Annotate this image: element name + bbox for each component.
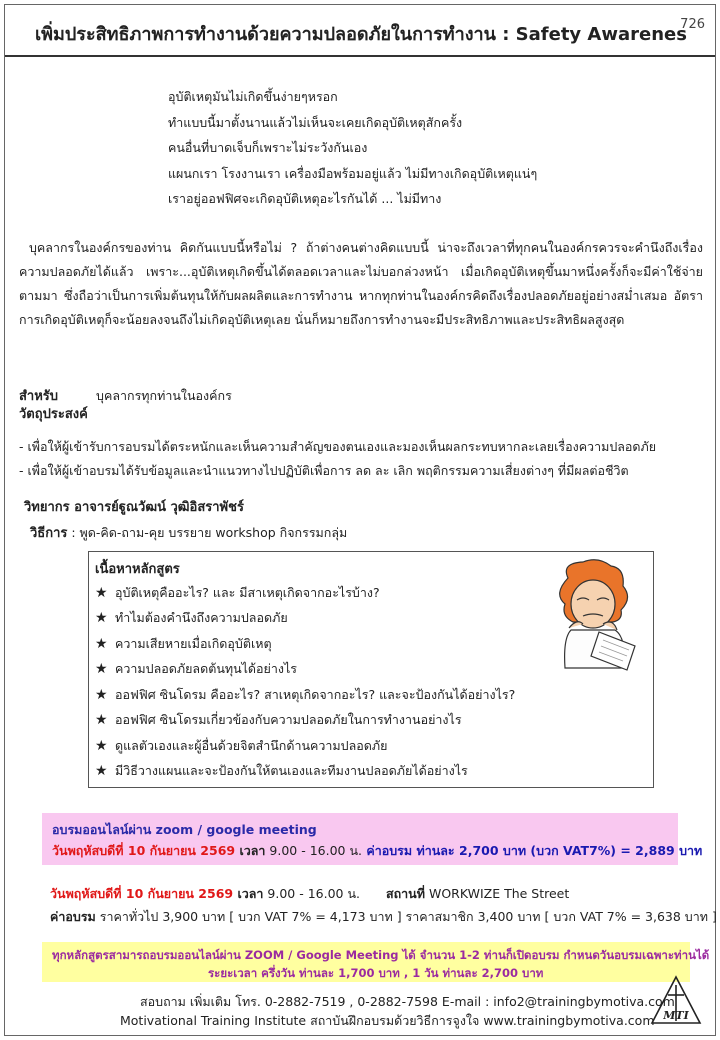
onsite-fee xyxy=(50,907,717,927)
online-schedule xyxy=(52,841,702,861)
online-fee: ค่าอบรม ท่านละ 2,700 บาท (บวก VAT7%) = 2,889 บาท xyxy=(361,843,703,858)
star-icon: ★ xyxy=(95,661,108,678)
online-date: วันพฤหัสบดีที่ 10 กันยายน 2569 xyxy=(52,843,236,858)
online-time: 9.00 - 16.00 น. xyxy=(265,843,362,858)
intro-line: ทำแบบนี้มาตั้งนานแล้วไม่เห็นจะเคยเกิดอุบัติเหตุสักครั้ง xyxy=(168,114,463,130)
objective-item: - เพื่อให้ผู้เข้ารับการอบรมได้ตระหนักและเห็นความสำคัญของตนเองและมองเห็นผลกระทบหากละเลยเรื่องความปลอดภัย xyxy=(19,439,657,454)
list-item: ★ ออฟฟิศ ซินโดรมเกี่ยวข้องกับความปลอดภัยในการทำงานอย่างไร xyxy=(95,712,462,729)
list-item: ★ ทำไมต้องคำนึงถึงความปลอดภัย xyxy=(95,610,288,627)
list-item: ★ มีวิธีวางแผนและจะป้องกันให้ตนเองและทีมงานปลอดภัยได้อย่างไร xyxy=(95,763,468,780)
intro-line: อุบัติเหตุมันไม่เกิดขึ้นง่ายๆหรอก xyxy=(168,89,338,104)
worried-person-illustration xyxy=(543,558,643,672)
course-content-box xyxy=(88,551,654,788)
onsite-date: วันพฤหัสบดีที่ 10 กันยายน 2569 xyxy=(50,886,234,901)
logo-text: MTI xyxy=(663,1009,689,1022)
method-row xyxy=(30,522,347,543)
method-value: : พูด-คิด-ถาม-คุย บรรยาย workshop กิจกรรมกลุ่ม xyxy=(67,525,348,540)
header xyxy=(5,5,715,57)
star-icon: ★ xyxy=(95,635,108,652)
mti-logo xyxy=(650,975,702,1027)
fee-label: ค่าอบรม xyxy=(50,909,96,924)
star-icon: ★ xyxy=(95,584,108,601)
intro-paragraph: บุคลากรในองค์กรของท่าน คิดกันแบบนี้หรือไม่ ? ถ้าต่างคนต่างคิดแบบนี้ น่าจะถึงเวลาที่ทุกคนในองค์กรควรจะคำนึงถึงเรื่องความปลอดภัยได้แล้ว เพราะ...อุบัติเหตุเกิดขึ้นได้ตลอดเวลาและไม่บอกล่วงหน้า เมื่อเกิดอุบัติเหตุขึ้นมาหนึ่งครั้งก็จะมีค่าใช้จ่ายตามมา ซึ่งถือว่าเป็นการเพิ่มต้นทุนให้กับผลผลิตและการทำงาน หากทุกท่านในองค์กรคิดถึงเรื่องปลอดภัยอยู่อย่างสม่ำเสมอ อัตราการเกิดอุบัติเหตุก็จะน้อยลงจนถึงไม่เกิดอุบัติเหตุเลย นั่นก็หมายถึงการทำงานจะมีประสิทธิภาพและประสิทธิผลสูงสุด xyxy=(19,240,703,327)
star-icon: ★ xyxy=(95,610,108,627)
online-notice-box xyxy=(42,942,710,982)
course-content-list xyxy=(95,580,515,784)
intro-line: คนอื่นที่บาดเจ็บก็เพราะไม่ระวังกันเอง xyxy=(168,140,368,155)
intro-line: แผนกเรา โรงงานเรา เครื่องมือพร้อมอยู่แล้ว ไม่มีทางเกิดอุบัติเหตุแน่ๆ xyxy=(168,165,538,181)
venue-value: WORKWIZE The Street xyxy=(424,886,570,901)
audience-value: บุคลากรทุกท่านในองค์กร xyxy=(96,388,232,403)
online-method: อบรมออนไลน์ผ่าน zoom / google meeting xyxy=(52,822,317,837)
intro-line: เราอยู่ออฟฟิศจะเกิดอุบัติเหตุอะไรกันได้ ... ไม่มีทาง xyxy=(168,191,442,206)
trainer: วิทยากร อาจารย์ฐูณวัฒน์ วุฒิอิสราพัชร์ xyxy=(24,500,244,515)
contact-info: สอบถาม เพิ่มเติม โทร. 0-2882-7519 , 0-2882-7598 E-mail : info2@trainingbymotiva.com xyxy=(140,994,675,1009)
notice-line: ระยะเวลา ครึ่งวัน ท่านละ 1,700 บาท , 1 วัน ท่านละ 2,700 บาท xyxy=(208,966,544,980)
course-content-title: เนื้อหาหลักสูตร xyxy=(95,562,180,577)
list-item: ★ ความเสียหายเมื่อเกิดอุบัติเหตุ xyxy=(95,635,272,652)
online-time-label: เวลา xyxy=(235,843,266,858)
intro-quotes xyxy=(168,84,537,212)
objective-label: วัตถุประสงค์ xyxy=(19,407,88,422)
list-item: ★ ดูแลตัวเองและผู้อื่นด้วยจิตสำนึกด้านความปลอดภัย xyxy=(95,737,388,754)
objective-item: - เพื่อให้ผู้เข้าอบรมได้รับข้อมูลและนำแนวทางไปปฏิบัติเพื่อการ ลด ละ เลิก พฤติกรรมความเสี่ยงต่างๆ ที่มีผลต่อชีวิต xyxy=(19,463,629,478)
method-label: วิธีการ xyxy=(30,526,68,541)
star-icon: ★ xyxy=(95,737,108,754)
page-title: เพิ่มประสิทธิภาพการทำงานด้วยความปลอดภัยในการทำงาน : Safety Awarenes xyxy=(35,24,687,45)
star-icon: ★ xyxy=(95,712,108,729)
page-number: 726 xyxy=(680,17,705,32)
venue-label: สถานที่ xyxy=(385,886,425,901)
institute-info: Motivational Training Institute สถาบันฝึกอบรมด้วยวิธีการจูงใจ www.trainingbymotiva.com xyxy=(120,1013,655,1028)
objective-list xyxy=(19,435,656,483)
star-icon: ★ xyxy=(95,763,108,780)
onsite-schedule xyxy=(50,884,569,904)
fee-value: ราคาทั่วไป 3,900 บาท [ บวก VAT 7% = 4,173 บาท ] ราคาสมาชิก 3,400 บาท [ บวก VAT 7% = 3,638 บาท ] xyxy=(95,909,717,924)
star-icon: ★ xyxy=(95,686,108,703)
list-item: ★ อุบัติเหตุคืออะไร? และ มีสาเหตุเกิดจากอะไรบ้าง? xyxy=(95,584,380,601)
audience-label: สำหรับ xyxy=(19,389,59,404)
list-item: ★ ออฟฟิศ ซินโดรม คืออะไร? สาเหตุเกิดจากอะไร? และจะป้องกันได้อย่างไร? xyxy=(95,686,516,703)
onsite-time: 9.00 - 16.00 น. xyxy=(263,886,360,901)
onsite-time-label: เวลา xyxy=(233,886,264,901)
online-training-box xyxy=(42,813,703,865)
notice-line: ทุกหลักสูตรสามารถอบรมออนไลน์ผ่าน ZOOM / Google Meeting ได้ จำนวน 1-2 ท่านก็เปิดอบรม กำหนดวันอบรมเฉพาะท่านได้ xyxy=(52,948,710,962)
list-item: ★ ความปลอดภัยลดต้นทุนได้อย่างไร xyxy=(95,661,298,678)
